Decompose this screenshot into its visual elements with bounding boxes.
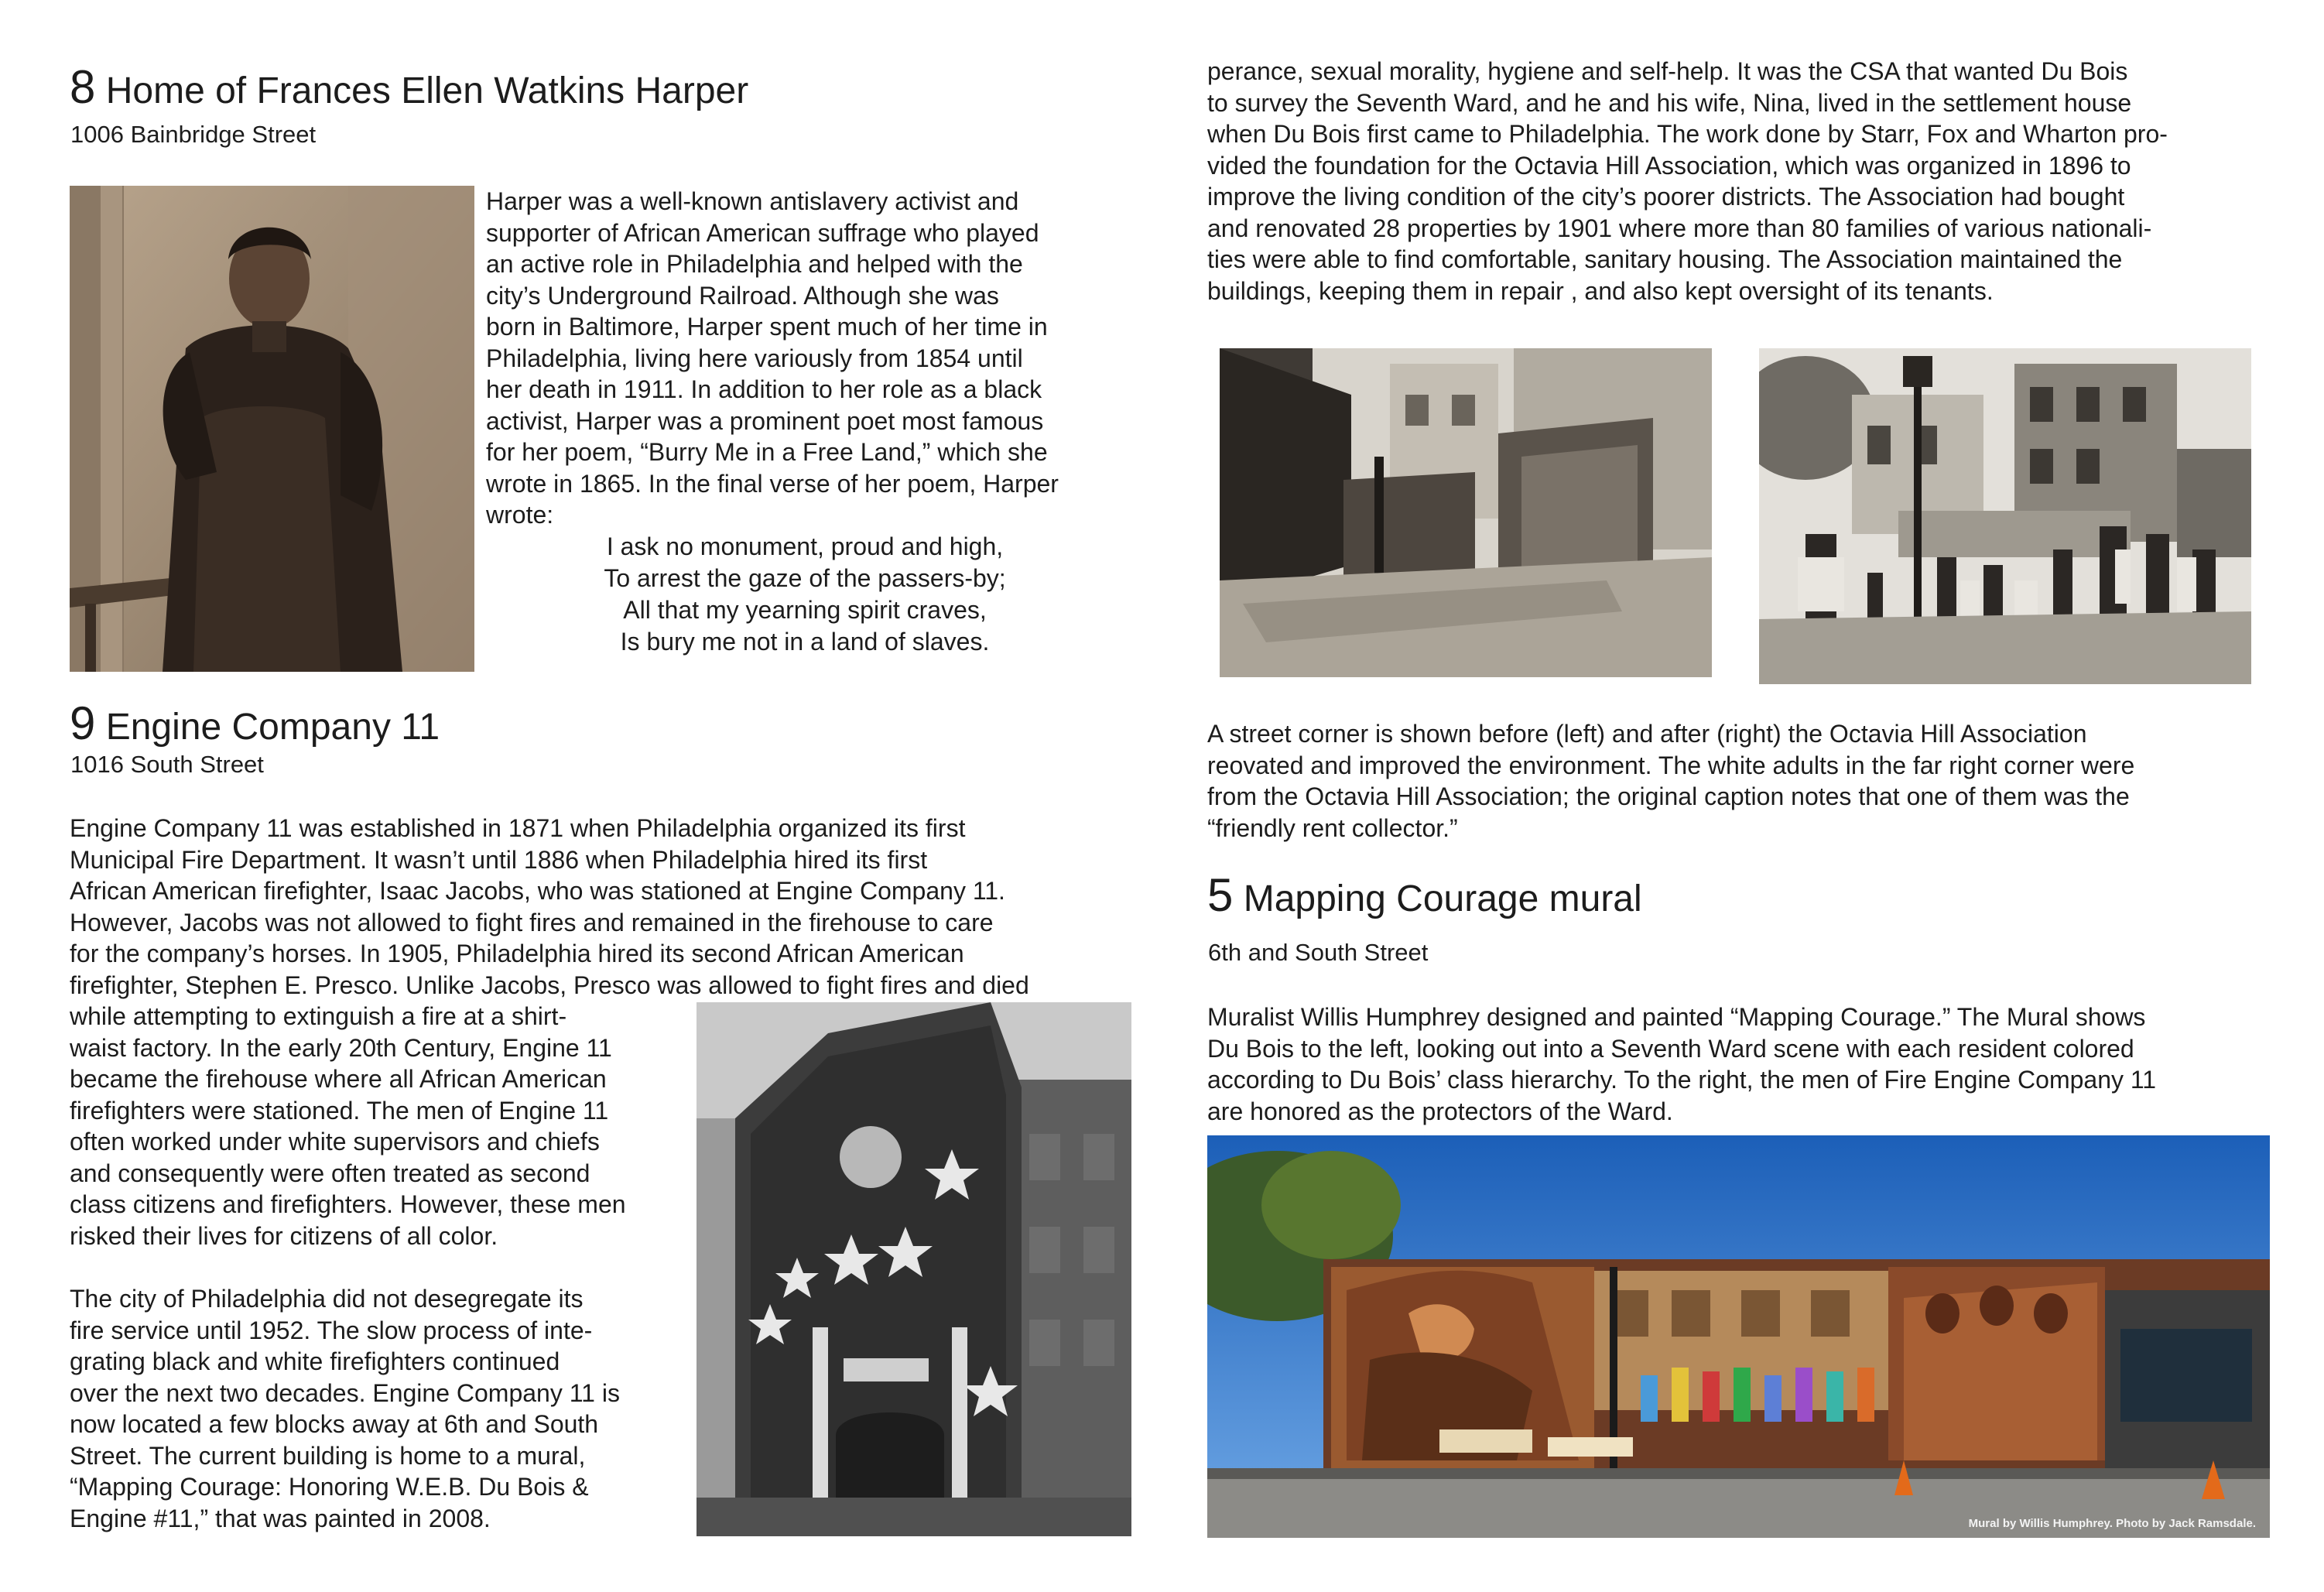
poem-line: To arrest the gaze of the passers-by; [604,564,1006,592]
street-photos-caption: A street corner is shown before (left) and after (right) the Octavia Hill Association reovated and improved the environment. The white adults in the far right corner were from the Octavia Hill Association; the original caption notes that one of them was the “friendly rent collector.” [1207,720,2135,842]
engine-address: 1016 South Street [70,751,264,778]
engine-paragraph-1: Engine Company 11 was established in 1871 when Philadelphia organized its first Municipal Fire Department. It wasn’t until 1886 when Philadelphia hired its first African American firefighter, Isaac Jacobs, who was stationed at Engine Company 11. However, Jacobs was not allowed to fight fires and remained in the firehouse to care for the company’s horses. In 1905, Philadelphia hired its second African American firefighter, Stephen E. Presco. Unlike Jacobs, Presco was allowed to fight fires and died while attempting to extinguish a fire at a shirt- waist factory. In the early 20th Century, Engine 11 became the firehouse where all African American firefighters were stationed. The men of Engine 11 often worked under white supervisors and chiefs and consequently were often treated as second class citizens and firefighters. However, these men risked their lives for citizens of all color. [70,814,1029,1250]
harper-heading [70,61,749,114]
engine-paragraph-2: The city of Philadelphia did not desegregate its fire service until 1952. The slow process of inte- grating black and white firefighters continued over the next two decades. Engine Company 11 is now located a few blocks away at 6th and South Street. The current building is home to a mural, “Mapping Courage: Honoring W.E.B. Du Bois & Engine #11,” that was painted in 2008. [70,1285,620,1532]
mural-title: Mapping Courage mural [1243,878,1642,919]
octavia-paragraph: perance, sexual morality, hygiene and self-help. It was the CSA that wanted Du Bois to survey the Seventh Ward, and he and his wife, Nina, lived in the settlement house when Du Bois first came to Philadelphia. The work done by Starr, Fox and Wharton pro- vided the foundation for the Octavia Hill Association, which was organized in 1896 to improve the living condition of the city’s poorer districts. The Association had bought and renovated 28 properties by 1901 where more than 80 families of various nationali- ties were able to find comfortable, sanitary housing. The Association maintained the buildings, keeping them in repair , and also kept oversight of its tenants. [1207,57,2168,305]
engine-number: 9 [70,697,96,749]
harper-number: 8 [70,61,96,113]
harper-portrait-photo [70,186,474,672]
engine-title: Engine Company 11 [105,707,440,748]
poem-line: I ask no monument, proud and high, [606,532,1004,560]
harper-poem [542,531,1068,658]
firehouse-photo [697,1002,1131,1536]
mural-heading [1207,869,1642,922]
mural-paragraph: Muralist Willis Humphrey designed and painted “Mapping Courage.” The Mural shows Du Bois to the left, looking out into a Seventh Ward scene with each resident colored according to Du Bois’ class hierarchy. To the right, the men of Fire Engine Company 11 are honored as the protectors of the Ward. [1207,1003,2157,1125]
street-before-photo [1220,348,1712,677]
harper-paragraph: Harper was a well-known antislavery activist and supporter of African American suffrage who played an active role in Philadelphia and helped with the city’s Underground Railroad. Although she was born in Baltimore, Harper spent much of her time in Philadelphia, living here variously from 1854 until her death in 1911. In addition to her role as a black activist, Harper was a prominent poet most famous for her poem, “Burry Me in a Free Land,” which she wrote in 1865. In the final verse of her poem, Harper wrote: [486,187,1059,529]
street-after-photo [1759,348,2251,684]
mural-photo-credit: Mural by Willis Humphrey. Photo by Jack Ramsdale. [1968,1517,2256,1530]
harper-address: 1006 Bainbridge Street [70,121,317,148]
poem-line: Is bury me not in a land of slaves. [620,628,990,656]
engine-heading [70,697,440,750]
harper-title: Home of Frances Ellen Watkins Harper [105,70,749,111]
mapping-courage-mural-photo [1207,1135,2270,1538]
mural-number: 5 [1207,869,1234,921]
mural-address: 6th and South Street [1208,939,1429,966]
poem-line: All that my yearning spirit craves, [623,596,987,624]
